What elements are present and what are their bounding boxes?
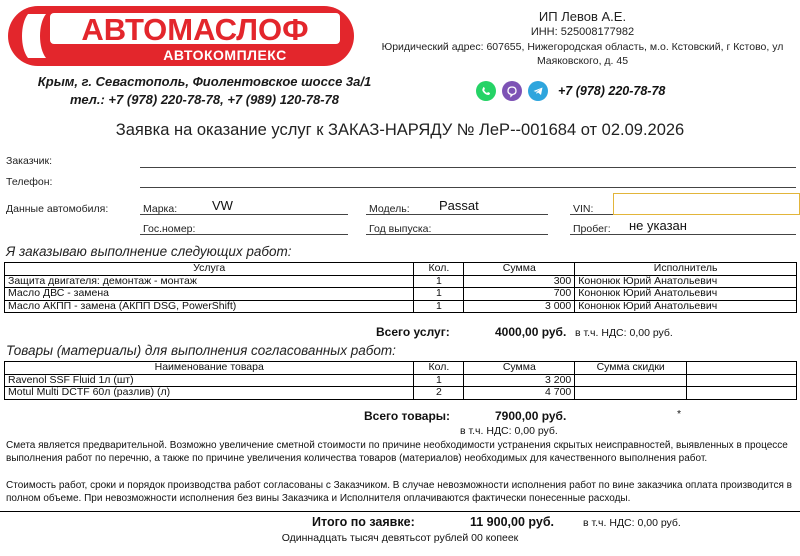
col-header: Кол.: [414, 263, 464, 276]
legal-address: Юридический адрес: 607655, Нижегородская область, м.о. Кстовский, г Кстово, ул: [381, 41, 784, 53]
note-terms: Стоимость работ, сроки и порядок производства работ согласованы с Заказчиком. В случае невозможности исполнения работ по вине заказчика оплата производится в полном объеме. При невозможности исполнения без вины Заказчика и Исполнителя оплачиваются фактически понесенные расходы.: [6, 480, 792, 505]
goods-qty: 2: [414, 387, 464, 400]
phone-line: тел.: +7 (978) 220-78-78, +7 (989) 120-78-78: [70, 92, 339, 107]
phone-label: Телефон:: [6, 176, 53, 188]
service-name: Защита двигателя: демонтаж - монтаж: [5, 275, 414, 288]
goods-total-label: Всего товары:: [364, 409, 451, 423]
col-header: Услуга: [5, 263, 414, 276]
year-label: Год выпуска:: [369, 223, 432, 235]
brand-logo: [6, 4, 358, 68]
services-header-row: [5, 263, 797, 276]
service-sum: 700: [464, 288, 575, 301]
service-worker: Кононюк Юрий Анатольевич: [575, 300, 797, 313]
vin-input[interactable]: [613, 193, 800, 215]
services-heading: Я заказываю выполнение следующих работ:: [6, 244, 292, 259]
service-name: Масло АКПП - замена (АКПП DSG, PowerShift): [5, 300, 414, 313]
goods-qty: 1: [414, 374, 464, 387]
table-row: [5, 275, 797, 288]
services-total-label: Всего услуг:: [376, 325, 450, 339]
col-header: Сумма: [464, 263, 575, 276]
note-estimate: Смета является предварительной. Возможно увеличение сметной стоимости по причине необходимости устранения скрытых неисправностей, выявленных в процессе выполнения работ по перечню, а также по причине увеличения количества товаров (материалов) необходимых для качественного выполнения работ.: [6, 440, 788, 465]
brand-field[interactable]: [140, 214, 348, 215]
col-header: Сумма: [464, 362, 575, 375]
services-table: [4, 262, 797, 313]
phone-field[interactable]: [140, 187, 796, 188]
mileage-value: не указан: [629, 218, 687, 233]
col-header-empty: [687, 362, 797, 375]
grand-total-label: Итого по заявке:: [312, 515, 415, 529]
goods-star: *: [677, 408, 682, 420]
viber-icon[interactable]: [502, 81, 522, 101]
service-worker: Кононюк Юрий Анатольевич: [575, 275, 797, 288]
whatsapp-icon[interactable]: [476, 81, 496, 101]
goods-sum: 3 200: [464, 374, 575, 387]
model-value: Passat: [439, 198, 479, 213]
divider: [0, 511, 800, 512]
company-name: ИП Левов А.Е.: [538, 9, 627, 24]
service-worker: Кононюк Юрий Анатольевич: [575, 288, 797, 301]
goods-empty-cell: [687, 387, 797, 400]
document-title: Заявка на оказание услуг к ЗАКАЗ-НАРЯДУ № ЛеР--001684 от 02.09.2026: [115, 121, 685, 139]
table-row: [5, 300, 797, 313]
goods-header-row: [5, 362, 797, 375]
goods-total-value: 7900,00 руб.: [495, 409, 567, 423]
brand-value: VW: [212, 198, 233, 213]
vin-label: VIN:: [573, 203, 594, 215]
model-label: Модель:: [369, 203, 410, 215]
col-header: Кол.: [414, 362, 464, 375]
col-header: Наименование товара: [5, 362, 414, 375]
service-qty: 1: [414, 275, 464, 288]
service-qty: 1: [414, 288, 464, 301]
workshop-address: [12, 73, 397, 109]
car-data-label: Данные автомобиля:: [6, 203, 109, 215]
address-line: Крым, г. Севастополь, Фиолентовское шоссе 3а/1: [37, 74, 372, 89]
goods-name: Motul Multi DCTF 60л (разлив) (л): [5, 387, 414, 400]
service-qty: 1: [414, 300, 464, 313]
messenger-phone[interactable]: +7 (978) 220-78-78: [558, 84, 666, 98]
logo-graphic: [6, 4, 358, 68]
service-sum: 300: [464, 275, 575, 288]
goods-empty-cell: [687, 374, 797, 387]
mileage-field[interactable]: [570, 234, 796, 235]
grand-total-words: Одиннадцать тысяч девятьсот рублей 00 копеек: [281, 532, 519, 544]
services-total-value: 4000,00 руб.: [495, 325, 567, 339]
grand-total-vat: в т.ч. НДС: 0,00 руб.: [583, 517, 681, 529]
vin-underline: [570, 214, 614, 215]
telegram-icon[interactable]: [528, 81, 548, 101]
goods-discount: [575, 374, 687, 387]
col-header: Исполнитель: [575, 263, 797, 276]
plate-label: Гос.номер:: [143, 223, 196, 235]
messenger-contacts: [476, 81, 665, 101]
services-vat: в т.ч. НДС: 0,00 руб.: [575, 327, 673, 339]
year-field[interactable]: [366, 234, 548, 235]
model-field[interactable]: [366, 214, 548, 215]
customer-field[interactable]: [140, 167, 796, 168]
plate-field[interactable]: [140, 234, 348, 235]
goods-heading: Товары (материалы) для выполнения согласованных работ:: [6, 343, 396, 358]
goods-name: Ravenol SSF Fluid 1л (шт): [5, 374, 414, 387]
logo-main-text: АВТОМАСЛОФ: [81, 12, 309, 47]
table-row: [5, 387, 797, 400]
mileage-label: Пробег:: [573, 223, 611, 235]
col-header: Сумма скидки: [575, 362, 687, 375]
goods-vat: в т.ч. НДС: 0,00 руб.: [460, 425, 558, 437]
brand-label: Марка:: [143, 203, 178, 215]
table-row: [5, 288, 797, 301]
grand-total-value: 11 900,00 руб.: [470, 515, 555, 529]
service-sum: 3 000: [464, 300, 575, 313]
goods-discount: [575, 387, 687, 400]
legal-address-cont: Маяковского, д. 45: [536, 55, 629, 67]
logo-sub-text: АВТОКОМПЛЕКС: [163, 47, 287, 63]
goods-table: [4, 361, 797, 400]
company-inn: ИНН: 525008177982: [530, 26, 635, 38]
service-name: Масло ДВС - замена: [5, 288, 414, 301]
customer-label: Заказчик:: [6, 155, 53, 167]
table-row: [5, 374, 797, 387]
goods-sum: 4 700: [464, 387, 575, 400]
company-info: [370, 8, 795, 68]
